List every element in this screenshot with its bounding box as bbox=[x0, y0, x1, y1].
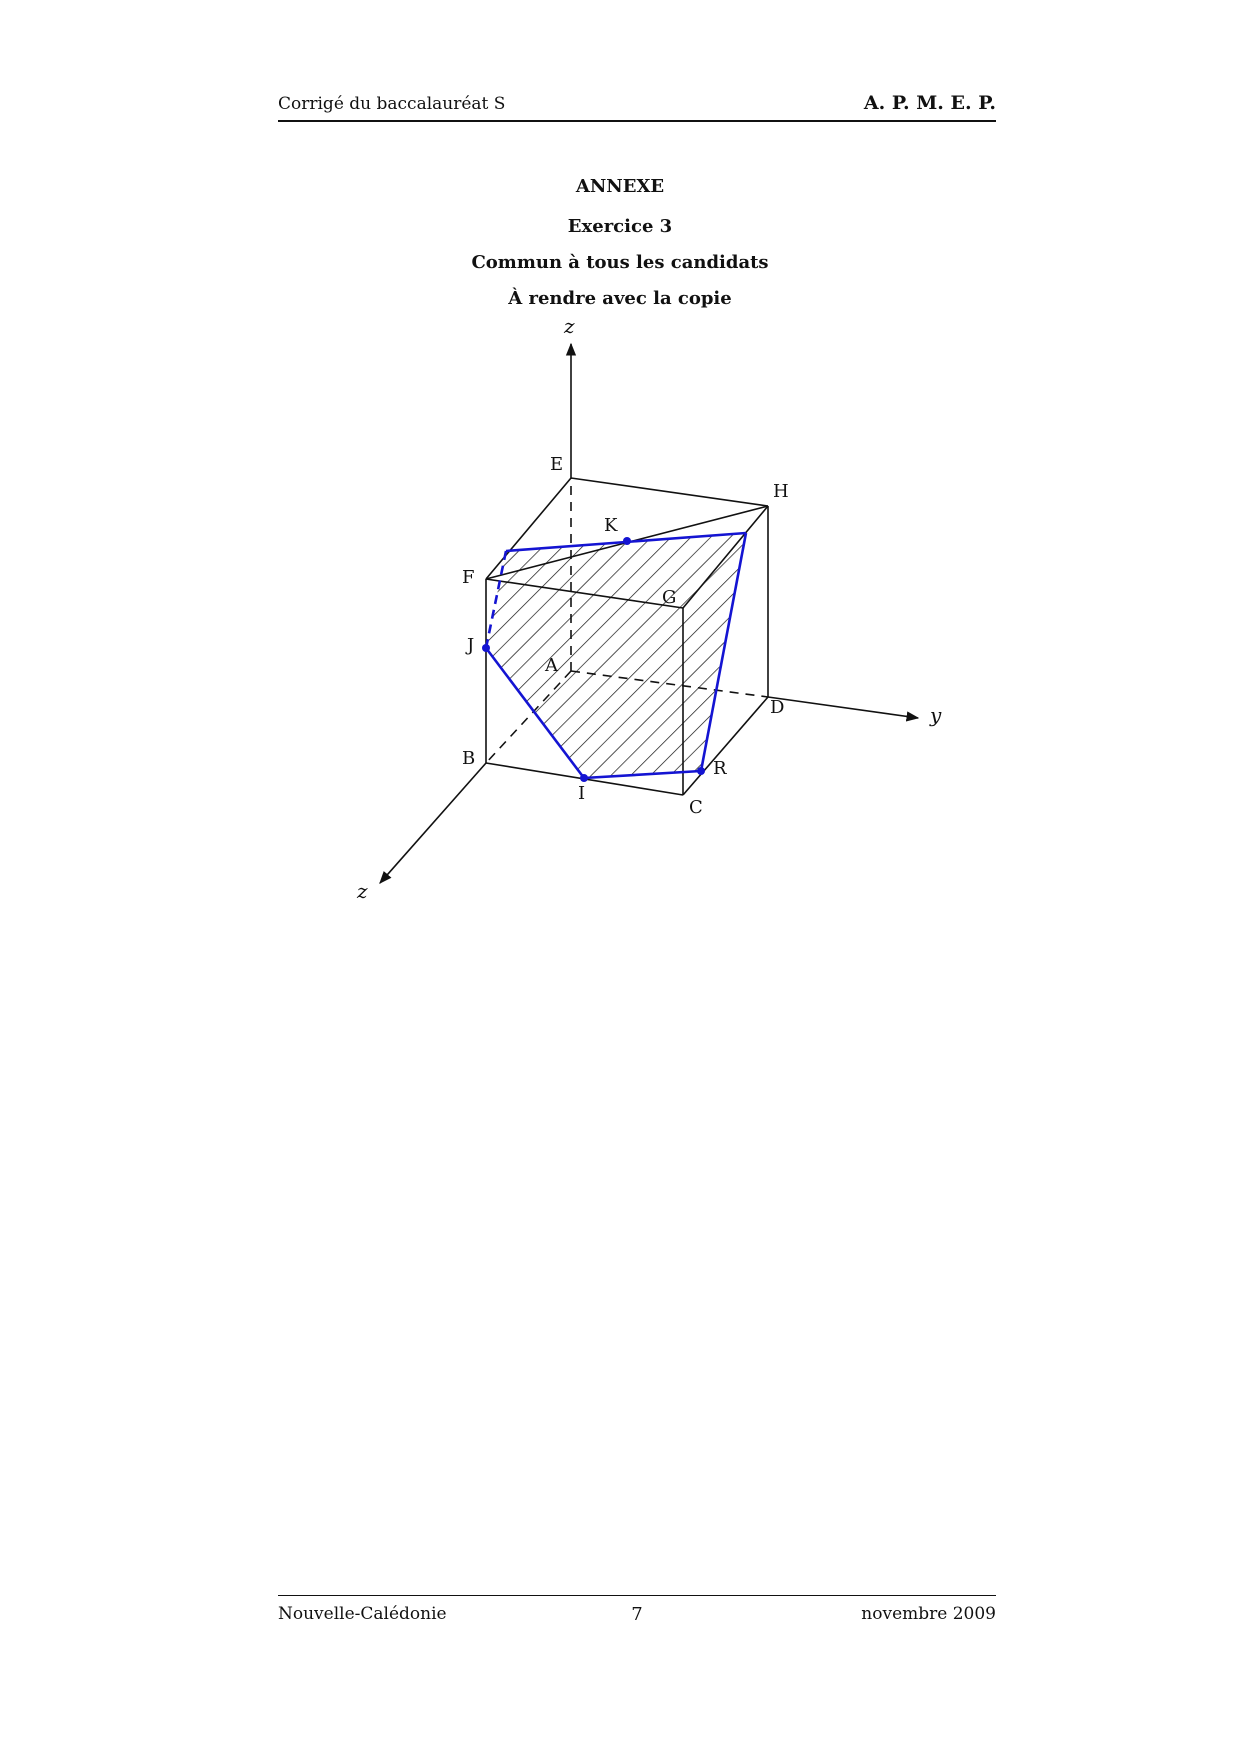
vertex-F-label: F bbox=[462, 567, 475, 588]
z-axis-down bbox=[380, 763, 486, 883]
audience-title: Commun à tous les candidats bbox=[471, 252, 769, 273]
vertex-B-label: B bbox=[462, 748, 476, 769]
page-number: 7 bbox=[631, 1604, 643, 1625]
page-footer bbox=[278, 1595, 996, 1636]
point-R-label: R bbox=[713, 758, 727, 779]
point-I-label: I bbox=[578, 783, 586, 804]
instruction-title: À rendre avec la copie bbox=[508, 288, 732, 309]
y-axis-label: y bbox=[930, 703, 942, 727]
point-K-label: K bbox=[604, 515, 618, 536]
point-J-dot bbox=[482, 644, 490, 652]
header-left-text: Corrigé du baccalauréat S bbox=[278, 94, 506, 114]
vertex-A-label: A bbox=[545, 655, 558, 676]
z-axis-up-label: z bbox=[564, 314, 575, 338]
vertex-D-label: D bbox=[770, 697, 785, 718]
footer-right-text: novembre 2009 bbox=[861, 1604, 996, 1624]
point-R-dot bbox=[697, 767, 705, 775]
point-I-dot bbox=[580, 774, 588, 782]
footer-left-text: Nouvelle-Calédonie bbox=[278, 1604, 447, 1624]
annexe-title: ANNEXE bbox=[575, 176, 665, 197]
point-J-label: J bbox=[467, 635, 475, 656]
vertex-E-label: E bbox=[550, 454, 564, 475]
vertex-H-label: H bbox=[773, 481, 789, 502]
vertex-C-label: C bbox=[689, 797, 703, 818]
vertex-G-label: G bbox=[662, 587, 677, 608]
point-K-dot bbox=[623, 537, 631, 545]
header-right-text: A. P. M. E. P. bbox=[863, 92, 996, 114]
exercise-title: Exercice 3 bbox=[567, 216, 673, 237]
z-axis-down-label: z bbox=[357, 879, 368, 903]
y-axis bbox=[768, 697, 918, 718]
